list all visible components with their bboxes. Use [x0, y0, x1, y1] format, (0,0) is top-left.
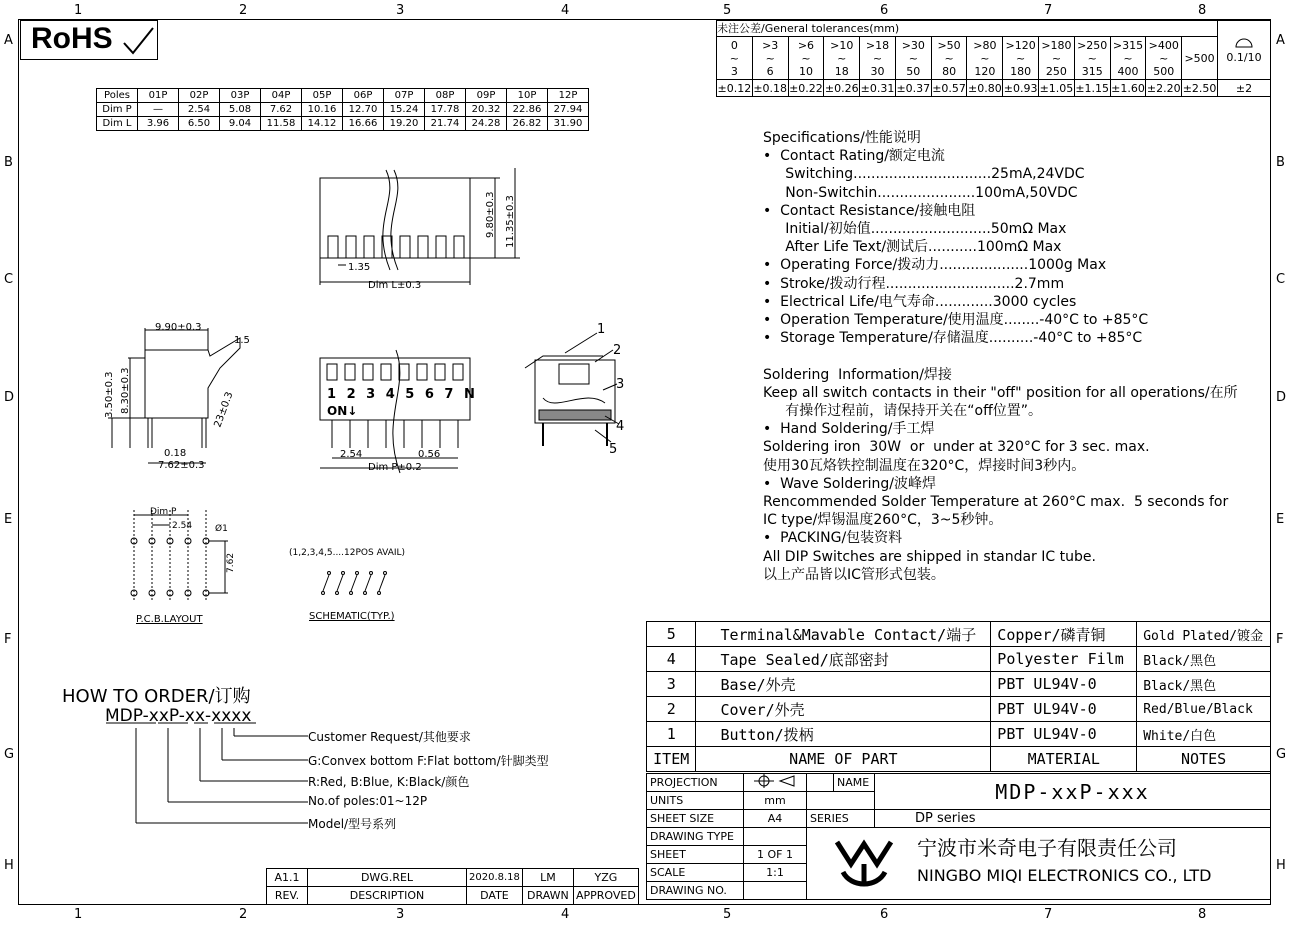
table-cell: 22.86	[507, 103, 548, 117]
bom-cell: Terminal&Mavable Contact/端子	[696, 622, 991, 647]
bom-header-cell: NAME OF PART	[696, 747, 991, 772]
tolerance-extra-top-value: 0.1/10	[1226, 51, 1262, 64]
spec-line: • Wave Soldering/波峰焊	[763, 475, 936, 492]
order-item: Model/型号系列	[308, 817, 397, 831]
zone-column-label: 4	[561, 3, 570, 18]
dim-label: 1.35	[348, 262, 371, 273]
bom-row	[647, 672, 1271, 697]
table-cell: —	[138, 103, 179, 117]
table-cell: 12P	[548, 89, 589, 103]
zone-row-label: A	[1276, 33, 1285, 48]
table-cell: 12.70	[343, 103, 384, 117]
table-cell: 21.74	[425, 117, 466, 131]
tolerance-title: 未注公差/General tolerances(mm)	[717, 21, 1218, 37]
spec-line: 有操作过程前，请保持开关在“off位置”。	[763, 403, 1042, 420]
bom-header-cell: MATERIAL	[991, 747, 1137, 772]
table-cell: Poles	[97, 89, 138, 103]
tolerance-value: ±1.60	[1111, 81, 1145, 95]
order-item: No.of poles:01~12P	[308, 794, 428, 808]
tolerance-value: ±0.93	[1003, 81, 1038, 95]
spec-line: Switching...............................25mA,24VDC	[763, 166, 1085, 183]
table-cell: 03P	[220, 89, 261, 103]
callout-number: 3	[616, 377, 625, 392]
table-cell: 06P	[343, 89, 384, 103]
table-cell: 09P	[466, 89, 507, 103]
table-cell: DATE	[467, 887, 523, 905]
projection-label: PROJECTION	[647, 774, 744, 792]
callout-number: 1	[597, 322, 606, 337]
order-item: R:Red, B:Blue, K:Black/颜色	[308, 775, 470, 789]
tolerance-extra-bottom: ±2	[1218, 80, 1271, 97]
table-cell: 08P	[425, 89, 466, 103]
table-cell: 7.62	[261, 103, 302, 117]
table-cell: 11.58	[261, 117, 302, 131]
dim-label: 0.56	[418, 449, 441, 460]
specifications-block	[763, 129, 1238, 584]
revision-row	[267, 869, 639, 887]
name-label: NAME	[834, 774, 875, 792]
drawing-type-label: DRAWING TYPE	[647, 828, 744, 846]
table-cell: 17.78	[425, 103, 466, 117]
front-numbers: 1 2 3 4 5 6 7 N	[327, 387, 478, 402]
spec-line: • Electrical Life/电气寿命.............3000 cycles	[763, 293, 1077, 310]
zone-column-label: 3	[396, 3, 405, 18]
table-cell: DWG.REL	[308, 869, 467, 887]
poles-header-row	[97, 89, 589, 103]
section-view-drawing	[515, 318, 635, 458]
spec-line: Non-Switchin......................100mA,50VDC	[763, 184, 1078, 201]
bom-cell: Red/Blue/Black	[1137, 697, 1271, 722]
tolerance-value: ±0.57	[932, 81, 966, 95]
sheet-size-value: A4	[744, 810, 807, 828]
spec-line	[763, 347, 1238, 365]
tolerance-range: 0 ~ 3	[717, 37, 753, 80]
series-value: DP series	[875, 810, 1271, 828]
table-cell: REV.	[267, 887, 308, 905]
tolerance-value: ±0.12	[717, 81, 752, 95]
spec-line: 以上产品皆以IC管形式包装。	[763, 566, 945, 583]
tolerance-range: >500	[1182, 37, 1218, 80]
rohs-text: RoHS	[31, 22, 113, 55]
bom-cell: 3	[647, 672, 696, 697]
zone-column-label: 8	[1198, 3, 1207, 18]
flatness-icon	[1234, 36, 1254, 48]
spec-line: 使用30瓦烙铁控制温度在320°C，焊接时间3秒内。	[763, 457, 1086, 474]
tolerance-range: >3 ~ 6	[752, 37, 788, 80]
bom-row	[647, 697, 1271, 722]
zone-column-label: 6	[880, 3, 889, 18]
dim-label: 7.62	[226, 552, 236, 573]
dim-label: Dim L±0.3	[368, 280, 422, 291]
spec-line: Rencommended Solder Temperature at 260°C max. 5 seconds for	[763, 494, 1229, 511]
order-item: Customer Request/其他要求	[308, 730, 471, 744]
zone-row-label: D	[4, 390, 15, 405]
table-cell: YZG	[573, 869, 638, 887]
dim-label: 2.54	[172, 521, 193, 531]
table-cell: 04P	[261, 89, 302, 103]
dim-label: Dim P	[150, 507, 177, 517]
table-cell: 05P	[302, 89, 343, 103]
bom-cell: Cover/外壳	[696, 697, 991, 722]
table-cell: APPROVED	[573, 887, 638, 905]
tolerance-range: >400 ~ 500	[1146, 37, 1182, 80]
dim-label: 3.50±0.3	[104, 371, 115, 418]
zone-row-label: E	[1276, 512, 1285, 527]
spec-line: • PACKING/包装资料	[763, 530, 903, 547]
bom-cell: 5	[647, 622, 696, 647]
how-to-order	[60, 682, 620, 832]
poles-table	[96, 88, 589, 131]
zone-row-label: F	[1276, 632, 1284, 647]
bom-cell: Polyester Film	[991, 647, 1137, 672]
drawing-no-label: DRAWING NO.	[647, 882, 744, 900]
check-icon	[121, 25, 155, 57]
table-cell: Dim P	[97, 103, 138, 117]
tolerance-range: >10 ~ 18	[824, 37, 860, 80]
tolerance-value: ±2.50	[1182, 81, 1217, 95]
sheet-size-label: SHEET SIZE	[647, 810, 744, 828]
rohs-badge	[20, 20, 158, 60]
zone-column-label: 7	[1044, 3, 1053, 18]
spec-line: IC type/焊锡温度260°C，3~5秒钟。	[763, 512, 1003, 529]
side-view-drawing	[100, 318, 270, 473]
tolerance-ranges-row	[717, 37, 1271, 80]
table-cell: 5.08	[220, 103, 261, 117]
revision-header	[267, 887, 639, 905]
bom-cell: 4	[647, 647, 696, 672]
table-cell: Dim L	[97, 117, 138, 131]
tolerance-range: >6 ~ 10	[788, 37, 824, 80]
zone-row-label: H	[4, 858, 14, 873]
spec-line: Initial/初始值...........................50mΩ Max	[763, 221, 1067, 238]
zone-column-label: 1	[74, 3, 83, 18]
spec-line: • Storage Temperature/存储温度..........-40°C to +85°C	[763, 330, 1143, 347]
scale-label: SCALE	[647, 864, 744, 882]
tolerance-value: ±1.05	[1039, 81, 1074, 95]
bom-cell: PBT UL94V-0	[991, 722, 1137, 747]
bom-cell: PBT UL94V-0	[991, 697, 1137, 722]
dim-label: 7.62±0.3	[158, 460, 205, 471]
schematic-drawing	[285, 543, 435, 628]
dim-label: 8.30±0.3	[120, 367, 131, 414]
table-cell: DESCRIPTION	[308, 887, 467, 905]
revision-table	[266, 868, 639, 905]
spec-line: • Contact Resistance/接触电阻	[763, 202, 976, 219]
zone-column-label: 8	[1198, 907, 1207, 922]
tolerance-value: ±0.26	[824, 81, 859, 95]
spec-line: After Life Text/测试后...........100mΩ Max	[763, 239, 1062, 256]
zone-row-label: C	[4, 272, 14, 287]
part-name: MDP-xxP-xxx	[875, 774, 1271, 810]
spec-line: All DIP Switches are shipped in standar IC tube.	[763, 548, 1096, 565]
bom-cell: Button/拨柄	[696, 722, 991, 747]
zone-row-label: G	[4, 747, 15, 762]
spec-line: Soldering iron 30W or under at 320°C for 3 sec. max.	[763, 439, 1150, 456]
zone-row-label: D	[1276, 390, 1287, 405]
table-cell: LM	[522, 869, 573, 887]
projection-icon	[750, 774, 800, 788]
bom-cell: Gold Plated/镀金	[1137, 622, 1271, 647]
tolerance-range: >80 ~ 120	[967, 37, 1003, 80]
sheet-value: 1 OF 1	[744, 846, 807, 864]
table-cell: 6.50	[179, 117, 220, 131]
spec-line: • Contact Rating/额定电流	[763, 148, 945, 165]
bom-cell: 2	[647, 697, 696, 722]
company-name-en: NINGBO MIQI ELECTRONICS CO., LTD	[917, 866, 1212, 885]
zone-column-label: 1	[74, 907, 83, 922]
table-cell: 19.20	[384, 117, 425, 131]
order-title: HOW TO ORDER/订购	[62, 686, 251, 707]
zone-column-label: 4	[561, 907, 570, 922]
tolerance-range: >18 ~ 30	[860, 37, 896, 80]
top-view-drawing	[300, 160, 540, 300]
table-cell: 10P	[507, 89, 548, 103]
front-on-label: ON↓	[327, 404, 358, 418]
zone-row-label: H	[1276, 858, 1286, 873]
zone-row-label: E	[4, 512, 13, 527]
units-label: UNITS	[647, 792, 744, 810]
zone-column-label: 5	[723, 3, 732, 18]
company-block	[807, 828, 1271, 900]
callout-number: 5	[609, 442, 618, 457]
tolerance-table	[716, 20, 1271, 97]
dim-l-row	[97, 117, 589, 131]
table-cell: 16.66	[343, 117, 384, 131]
dim-label: 0.18	[164, 448, 187, 459]
spec-line: Soldering Information/焊接	[763, 366, 952, 383]
zone-column-label: 6	[880, 907, 889, 922]
table-cell: 10.16	[302, 103, 343, 117]
spec-line: Specifications/性能说明	[763, 130, 921, 146]
table-cell: 3.96	[138, 117, 179, 131]
tolerance-value: ±0.31	[860, 81, 895, 95]
company-name-cn: 宁波市米奇电子有限责任公司	[917, 836, 1177, 860]
bom-cell: Tape Sealed/底部密封	[696, 647, 991, 672]
order-code: MDP-xxP-xx-xxxx	[105, 706, 252, 726]
callout-number: 2	[613, 343, 622, 358]
table-cell: 01P	[138, 89, 179, 103]
table-cell: 02P	[179, 89, 220, 103]
zone-row-label: B	[1276, 155, 1285, 170]
tolerance-value: ±1.15	[1075, 81, 1110, 95]
zone-column-label: 2	[239, 3, 248, 18]
series-label: SERIES	[807, 810, 875, 828]
tolerance-value: ±2.20	[1146, 81, 1181, 95]
bom-table	[646, 621, 1271, 772]
tolerance-range: >250 ~ 315	[1074, 37, 1110, 80]
zone-row-label: G	[1276, 747, 1287, 762]
zone-row-label: B	[4, 155, 13, 170]
title-block	[646, 773, 1271, 900]
bom-cell: Black/黑色	[1137, 672, 1271, 697]
tolerance-value: ±0.80	[968, 81, 1002, 95]
company-logo-icon	[833, 832, 895, 892]
front-view-drawing	[300, 348, 500, 478]
spec-line: • Operating Force/拨动力....................1000g Max	[763, 257, 1107, 274]
dim-label: 1.5	[234, 335, 250, 346]
tolerance-value: ±0.22	[789, 81, 823, 95]
zone-row-label: F	[4, 632, 12, 647]
table-cell: 2020.8.18	[467, 869, 523, 887]
tolerance-extra-top	[1218, 21, 1271, 80]
tolerance-range: >50 ~ 80	[931, 37, 967, 80]
pcb-layout-drawing	[120, 505, 250, 630]
dim-label: 9.80±0.3	[485, 191, 496, 238]
dim-label: 23±0.3	[212, 390, 236, 430]
tolerance-range: >120 ~ 180	[1003, 37, 1039, 80]
dim-p-row	[97, 103, 589, 117]
table-cell: 20.32	[466, 103, 507, 117]
order-leader-lines	[60, 682, 320, 832]
bom-header-row	[647, 747, 1271, 772]
zone-row-label: A	[4, 33, 13, 48]
bom-row	[647, 622, 1271, 647]
bom-cell: Copper/磷青铜	[991, 622, 1137, 647]
zone-column-label: 7	[1044, 907, 1053, 922]
zone-column-label: 5	[723, 907, 732, 922]
table-cell: 9.04	[220, 117, 261, 131]
spec-line: • Operation Temperature/使用温度........-40°C to +85°C	[763, 312, 1149, 329]
table-cell: 27.94	[548, 103, 589, 117]
table-cell: 26.82	[507, 117, 548, 131]
table-cell: 31.90	[548, 117, 589, 131]
order-item: G:Convex bottom F:Flat bottom/针脚类型	[308, 754, 549, 768]
sheet-label: SHEET	[647, 846, 744, 864]
pcb-layout-label: P.C.B.LAYOUT	[136, 614, 203, 625]
bom-cell: PBT UL94V-0	[991, 672, 1137, 697]
table-cell: 24.28	[466, 117, 507, 131]
tolerance-values-row	[717, 80, 1271, 97]
table-cell: 2.54	[179, 103, 220, 117]
dim-label: 11.35±0.3	[505, 195, 516, 248]
table-cell: 07P	[384, 89, 425, 103]
bom-header-cell: ITEM	[647, 747, 696, 772]
tolerance-range: >30 ~ 50	[895, 37, 931, 80]
tolerance-range: >180 ~ 250	[1039, 37, 1075, 80]
schematic-note: (1,2,3,4,5....12POS AVAIL)	[289, 548, 406, 558]
zone-column-label: 3	[396, 907, 405, 922]
dim-label: 2.54	[340, 449, 363, 460]
table-cell: DRAWN	[522, 887, 573, 905]
spec-line: Keep all switch contacts in their "off" position for all operations/在所	[763, 384, 1238, 401]
tolerance-value: ±0.18	[753, 81, 788, 95]
table-cell: 14.12	[302, 117, 343, 131]
spec-line: • Stroke/拨动行程.............................2.7mm	[763, 275, 1065, 292]
bom-cell: Black/黑色	[1137, 647, 1271, 672]
scale-value: 1:1	[744, 864, 807, 882]
dim-label: Dim P±0.2	[368, 462, 422, 473]
tolerance-value: ±0.37	[896, 81, 931, 95]
units-value: mm	[744, 792, 807, 810]
spec-line: • Hand Soldering/手工焊	[763, 421, 935, 438]
bom-cell: 1	[647, 722, 696, 747]
dim-label: Ø1	[215, 524, 228, 534]
schematic-label: SCHEMATIC(TYP.)	[309, 611, 395, 622]
tolerance-range: >315 ~ 400	[1110, 37, 1146, 80]
callout-number: 4	[616, 419, 625, 434]
bom-header-cell: NOTES	[1137, 747, 1271, 772]
table-cell: 15.24	[384, 103, 425, 117]
bom-cell: Base/外壳	[696, 672, 991, 697]
bom-row	[647, 722, 1271, 747]
zone-column-label: 2	[239, 907, 248, 922]
projection-symbol	[744, 774, 807, 792]
zone-row-label: C	[1276, 272, 1286, 287]
bom-cell: White/白色	[1137, 722, 1271, 747]
table-cell: A1.1	[267, 869, 308, 887]
dim-label: 9.90±0.3	[155, 322, 202, 333]
bom-row	[647, 647, 1271, 672]
